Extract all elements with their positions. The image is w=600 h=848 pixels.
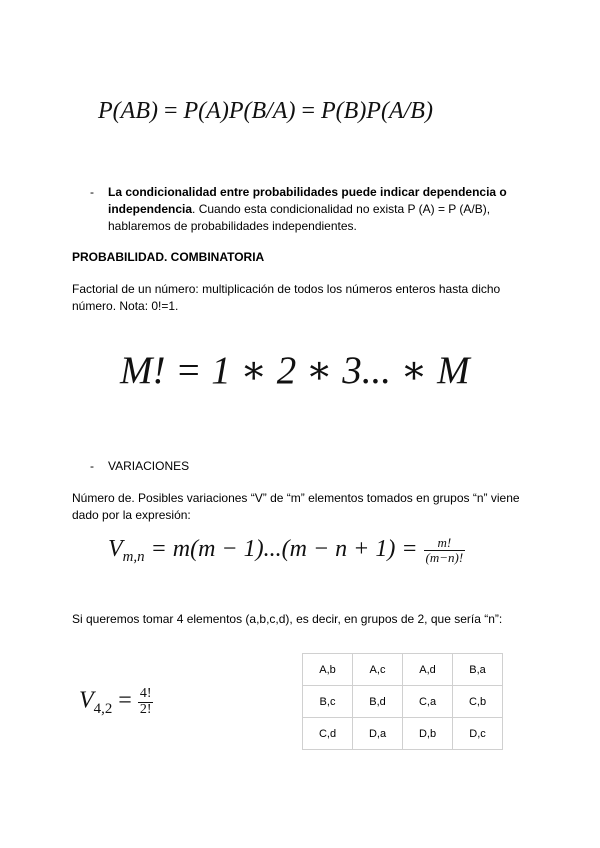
variations-subscript: m,n [122,549,145,566]
bullet-bold-text: La condicionalidad entre probabilidades puede indicar dependencia o independencia [108,185,507,216]
variations-expansion: = m(m − 1)...(m − n + 1) = [150,536,418,562]
equals-sign: = [301,98,315,124]
combinations-table [302,653,503,750]
table-cell: C,d [303,718,353,750]
section-heading: PROBABILIDAD. COMBINATORIA [72,250,265,264]
table-row [303,686,503,718]
table-cell: B,a [453,654,503,686]
formula-lhs: P(AB) [98,98,158,124]
bullet-conditional-dependence [108,184,528,235]
table-cell: C,a [403,686,453,718]
table-row [303,718,503,750]
example-subscript: 4,2 [93,700,113,717]
variations-paragraph: Número de. Posibles variaciones “V” de “m” elementos tomados en grupos “n” viene dado por la expresión: [72,491,520,522]
table-cell: B,d [353,686,403,718]
example-fraction [138,687,154,717]
formula-rhs: P(B)P(A/B) [321,98,433,124]
fraction-numerator: m! [424,536,466,551]
fraction-denominator: (m−n)! [425,549,464,565]
table-cell: A,c [353,654,403,686]
bullet-dash: - [90,185,94,199]
equals-sign: = [163,98,178,124]
variations-symbol: V [108,536,123,562]
table-cell: A,b [303,654,353,686]
table-cell: D,c [453,718,503,750]
bullet-dash: - [90,459,94,473]
formula-variations [108,536,465,566]
formula-middle: P(A)P(B/A) [183,98,296,124]
table-cell: C,b [453,686,503,718]
example-symbol: V [79,687,94,714]
example-paragraph: Si queremos tomar 4 elementos (a,b,c,d), es decir, en grupos de 2, que sería “n”: [72,612,503,626]
variations-fraction [424,536,466,564]
fraction-denominator: 2! [139,701,152,717]
table-cell: B,c [303,686,353,718]
formula-conditional-probability [98,98,433,125]
formula-example [79,687,153,718]
fraction-numerator: 4! [139,686,152,701]
formula-factorial: M! = 1 ∗ 2 ∗ 3... ∗ M [120,349,470,392]
bullet-text-line1: . Cuando esta condicionalidad no exista P (A) = P (A/B), [192,202,491,216]
table-row [303,654,503,686]
table-cell: D,a [353,718,403,750]
bullet-variaciones: VARIACIONES [108,459,190,473]
table-cell: A,d [403,654,453,686]
factorial-paragraph: Factorial de un número: multiplicación de todos los números enteros hasta dicho número. Nota: 0!=1. [72,282,501,313]
equals-sign: = [118,687,132,714]
table-cell: D,b [403,718,453,750]
bullet-text-line2: hablaremos de probabilidades independientes. [108,219,357,233]
